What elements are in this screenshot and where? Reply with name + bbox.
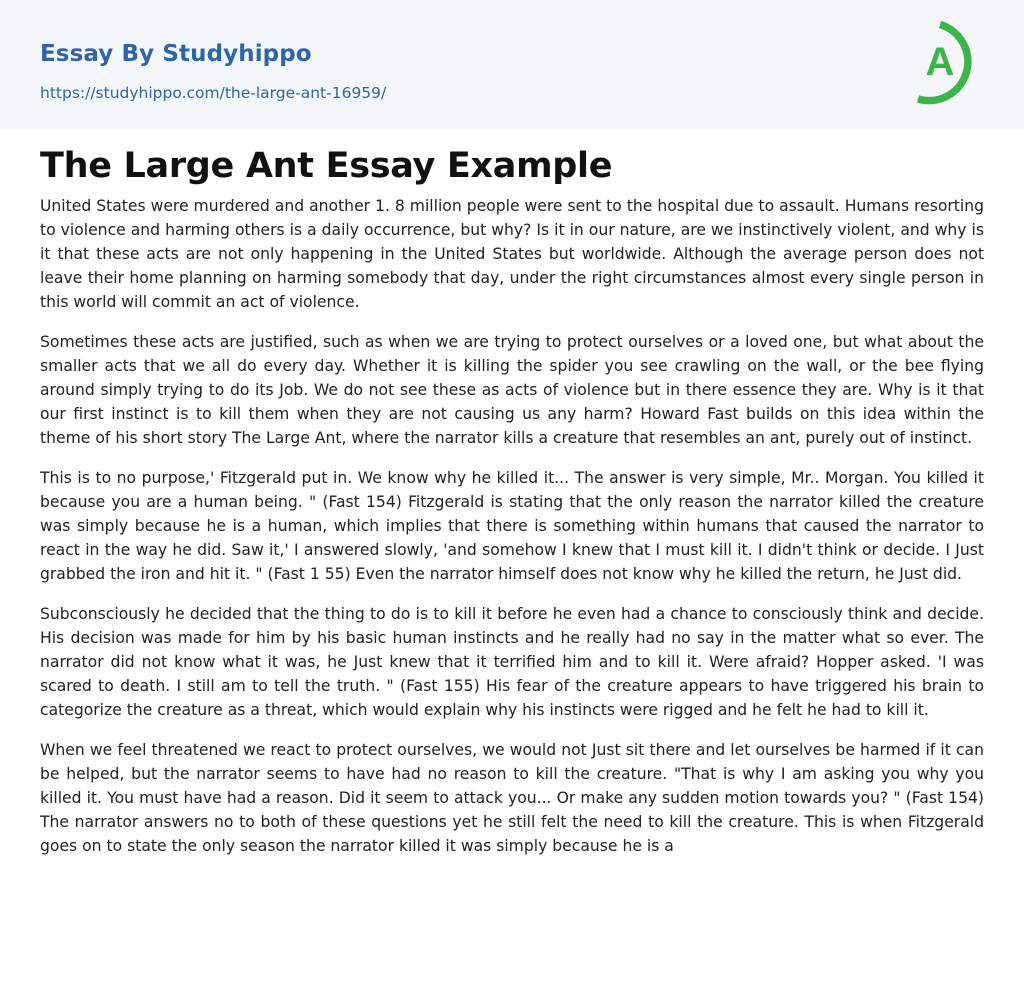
essay-body (40, 194, 984, 874)
essay-paragraph-1: United States were murdered and another 1. 8 million people were sent to the hospital due to assault. Humans resorting to violence and harming others is a daily occurrence, but why? Is it in our nature, are we instinctively violent, and why is it that these acts are not only happening in the United States but worldwide. Although the average person does not leave their home planning on harming somebody that day, under the right circumstances almost every single person in this world will commit an act of violence. (40, 197, 984, 311)
brand-name[interactable]: Essay By Studyhippo (40, 41, 312, 67)
studyhippo-logo-icon[interactable] (912, 19, 986, 105)
essay-paragraph-2: Sometimes these acts are justified, such as when we are trying to protect ourselves or a loved one, but what about the smaller acts that we all do every day. Whether it is killing the spider you see crawling on the wall, or the bee flying around simply trying to do its Job. We do not see these as acts of violence but in there essence they are. Why is it that our first instinct is to kill them when they are not causing us any harm? Howard Fast builds on this idea within the theme of his short story The Large Ant, where the narrator kills a creature that resembles an ant, purely out of instinct. (40, 333, 984, 447)
page-title: The Large Ant Essay Example (40, 146, 613, 186)
essay-paragraph-4: Subconsciously he decided that the thing to do is to kill it before he even had a chance to consciously think and decide. His decision was made for him by his basic human instincts and he really had no say in the matter what so ever. The narrator did not know what it was, he Just knew that it terrified him and to kill it. Were afraid? Hopper asked. 'I was scared to death. I still am to tell the truth. " (Fast 155) His fear of the creature appears to have triggered his brain to categorize the creature as a threat, which would explain why his instincts were rigged and he felt he had to kill it. (40, 605, 984, 719)
essay-paragraph-5: When we feel threatened we react to protect ourselves, we would not Just sit there and let ourselves be harmed if it can be helped, but the narrator seems to have had no reason to kill the creature. "That is why I am asking you why you killed it. You must have had a reason. Did it seem to attack you... Or make any sudden motion towards you? " (Fast 154) The narrator answers no to both of these questions yet he still felt the need to kill the creature. This is when Fitzgerald goes on to state the only season the narrator killed it was simply because he is a (40, 741, 984, 855)
essay-paragraph-3: This is to no purpose,' Fitzgerald put in. We know why he killed it... The answer is very simple, Mr.. Morgan. You killed it because you are a human being. " (Fast 154) Fitzgerald is stating that the only reason the narrator killed the creature was simply because he is a human, which implies that there is something within humans that caused the narrator to react in the way he did. Saw it,' I answered slowly, 'and somehow I knew that I must kill it. I didn't think or decide. I Just grabbed the iron and hit it. " (Fast 1 55) Even the narrator himself does not know why he killed the return, he Just did. (40, 469, 984, 583)
essay-url-link[interactable]: https://studyhippo.com/the-large-ant-16959/ (40, 84, 387, 102)
logo-letter: A (925, 40, 955, 84)
site-header (0, 0, 1024, 129)
